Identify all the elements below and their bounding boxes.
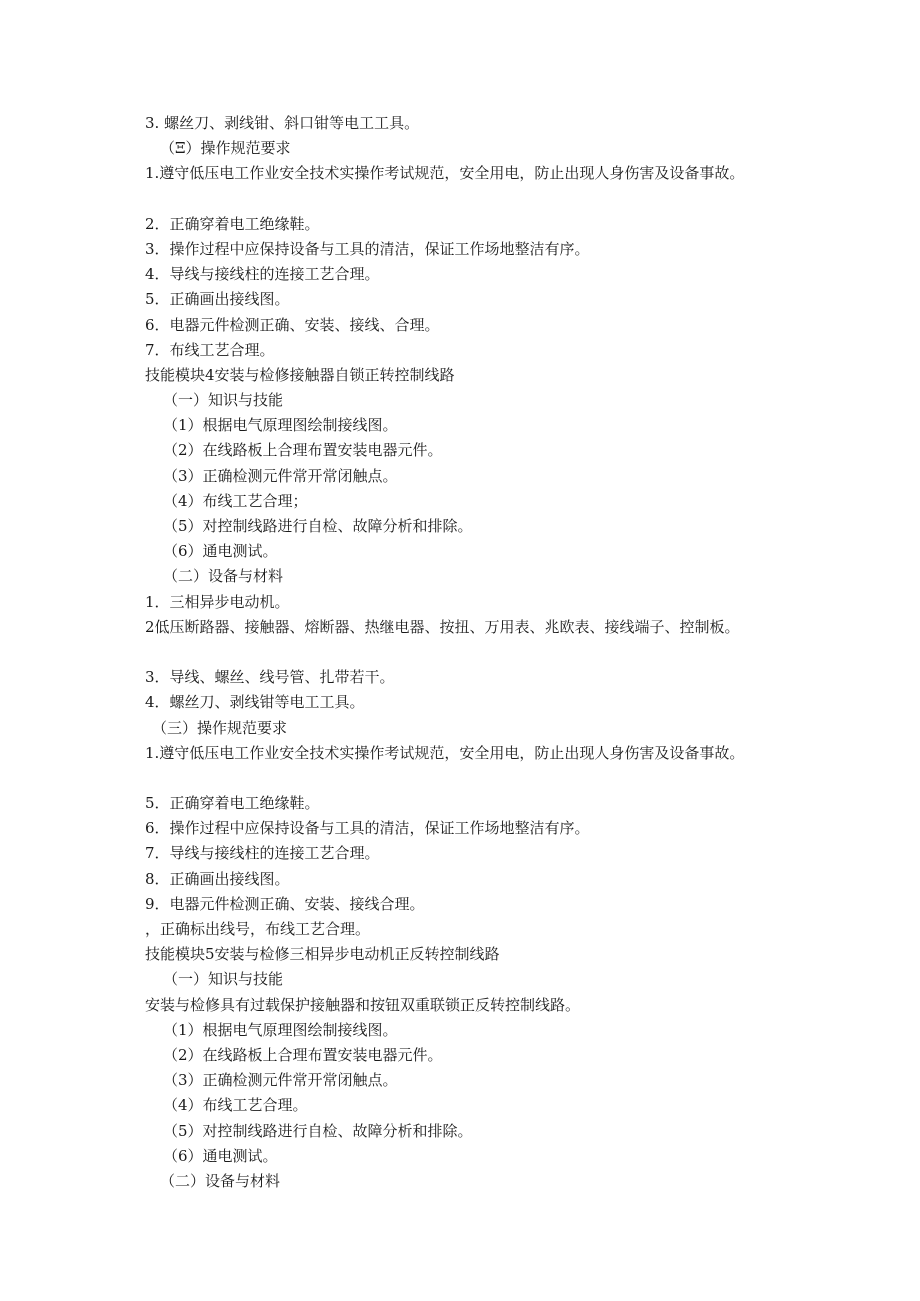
list-item: 5．正确穿着电工绝缘鞋。 bbox=[145, 794, 320, 813]
list-item: （1）根据电气原理图绘制接线图。 bbox=[163, 1020, 398, 1039]
list-item: 4．螺丝刀、剥线钳等电工工具。 bbox=[145, 693, 365, 712]
list-item: 3. 螺丝刀、剥线钳、斜口钳等电工工具。 bbox=[145, 114, 420, 132]
list-item: 6．电器元件检测正确、安装、接线、合理。 bbox=[145, 315, 440, 334]
list-item: （2）在线路板上合理布置安装电器元件。 bbox=[163, 441, 443, 460]
list-item: （3）正确检测元件常开常闭触点。 bbox=[163, 466, 398, 485]
list-item: 3．导线、螺丝、线号管、扎带若干。 bbox=[145, 668, 395, 687]
list-item: （5）对控制线路进行自检、故障分析和排除。 bbox=[163, 1121, 473, 1140]
paragraph: 安装与检修具有过载保护接触器和按钮双重联锁正反转控制线路。 bbox=[145, 995, 581, 1014]
section-heading: （一）知识与技能 bbox=[163, 391, 284, 410]
list-item: （6）通电测试。 bbox=[163, 542, 278, 561]
list-item: 9．电器元件检测正确、安装、接线合理。 bbox=[145, 894, 425, 913]
section-heading: （一）知识与技能 bbox=[163, 970, 284, 989]
paragraph: 1.遵守低压电工作业安全技术实操作考试规范，安全用电，防止出现人身伤害及设备事故。 bbox=[145, 164, 745, 183]
list-item: 6．操作过程中应保持设备与工具的清洁，保证工作场地整洁有序。 bbox=[145, 819, 590, 838]
list-item: 3．操作过程中应保持设备与工具的清洁，保证工作场地整洁有序。 bbox=[145, 239, 590, 258]
list-item: 7．导线与接线柱的连接工艺合理。 bbox=[145, 844, 380, 863]
section-heading: （二）设备与材料 bbox=[163, 567, 284, 586]
section-heading: （三）操作规范要求 bbox=[152, 718, 288, 737]
list-item: （1）根据电气原理图绘制接线图。 bbox=[163, 416, 398, 435]
list-item: （4）布线工艺合理。 bbox=[163, 1096, 308, 1115]
list-item: （5）对控制线路进行自检、故障分析和排除。 bbox=[163, 517, 473, 536]
module-heading: 技能模块4安装与检修接触器自锁正转控制线路 bbox=[145, 365, 455, 384]
list-item: 5．正确画出接线图。 bbox=[145, 290, 290, 309]
paragraph: 2低压断路器、接触器、熔断器、热继电器、按扭、万用表、兆欧表、接线端子、控制板。 bbox=[145, 617, 740, 636]
paragraph: ，正确标出线号，布线工艺合理。 bbox=[145, 920, 371, 939]
section-heading: （Ξ）操作规范要求 bbox=[160, 139, 291, 158]
section-heading: （二）设备与材料 bbox=[160, 1171, 281, 1190]
paragraph: 1.遵守低压电工作业安全技术实操作考试规范，安全用电，防止出现人身伤害及设备事故。 bbox=[145, 743, 745, 762]
module-heading: 技能模块5安装与检修三相异步电动机正反转控制线路 bbox=[145, 945, 500, 964]
list-item: 2．正确穿着电工绝缘鞋。 bbox=[145, 214, 320, 233]
list-item: （6）通电测试。 bbox=[163, 1146, 278, 1165]
list-item: 8．正确画出接线图。 bbox=[145, 869, 290, 888]
list-item: 4．导线与接线柱的连接工艺合理。 bbox=[145, 265, 380, 284]
list-item: （3）正确检测元件常开常闭触点。 bbox=[163, 1071, 398, 1090]
list-item: 1．三相异步电动机。 bbox=[145, 592, 290, 611]
document-body bbox=[110, 111, 800, 1194]
list-item: （2）在线路板上合理布置安装电器元件。 bbox=[163, 1045, 443, 1064]
list-item: （4）布线工艺合理； bbox=[163, 491, 308, 510]
list-item: 7．布线工艺合理。 bbox=[145, 340, 275, 359]
